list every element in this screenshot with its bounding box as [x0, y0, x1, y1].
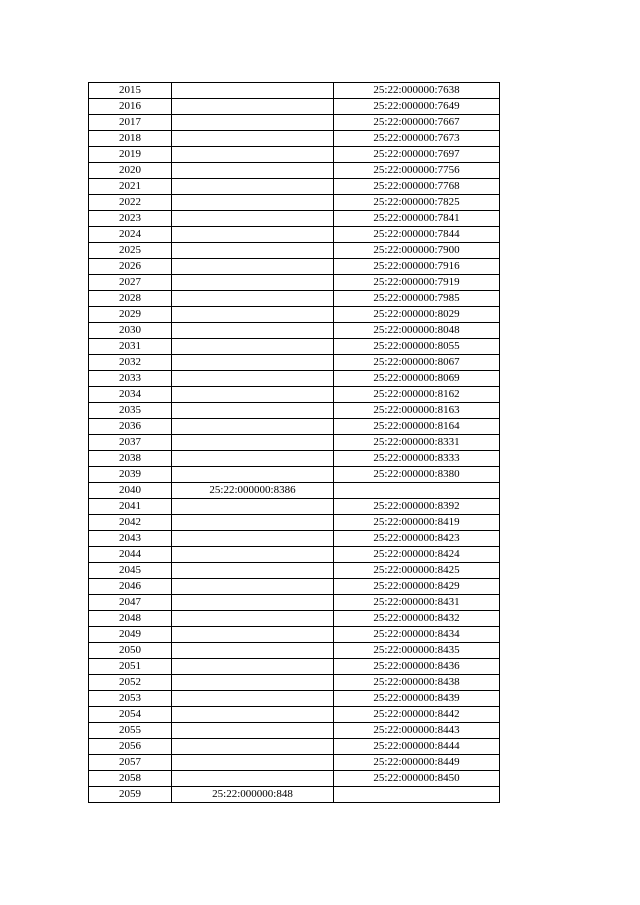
table-row [89, 627, 500, 643]
cadastral-number-cell-b: 25:22:000000:8434 [334, 627, 500, 643]
cadastral-number-cell-a [172, 627, 334, 643]
cadastral-number-cell-b [334, 483, 500, 499]
table-row [89, 499, 500, 515]
cadastral-number-cell-b: 25:22:000000:7697 [334, 147, 500, 163]
cadastral-number-cell-a [172, 547, 334, 563]
cadastral-number-cell-a [172, 131, 334, 147]
table-row [89, 227, 500, 243]
cadastral-number-cell-a [172, 515, 334, 531]
row-number-cell: 2045 [89, 563, 172, 579]
cadastral-number-cell-a [172, 563, 334, 579]
cadastral-number-cell-a: 25:22:000000:848 [172, 787, 334, 803]
table-row [89, 243, 500, 259]
cadastral-number-cell-b: 25:22:000000:7667 [334, 115, 500, 131]
row-number-cell: 2042 [89, 515, 172, 531]
row-number-cell: 2021 [89, 179, 172, 195]
row-number-cell: 2055 [89, 723, 172, 739]
cadastral-number-cell-b: 25:22:000000:8162 [334, 387, 500, 403]
row-number-cell: 2036 [89, 419, 172, 435]
cadastral-number-cell-b: 25:22:000000:7673 [334, 131, 500, 147]
cadastral-number-cell-b: 25:22:000000:8331 [334, 435, 500, 451]
table-row [89, 211, 500, 227]
row-number-cell: 2031 [89, 339, 172, 355]
row-number-cell: 2054 [89, 707, 172, 723]
table-row [89, 755, 500, 771]
row-number-cell: 2051 [89, 659, 172, 675]
row-number-cell: 2028 [89, 291, 172, 307]
cadastral-number-cell-a [172, 691, 334, 707]
table-row [89, 435, 500, 451]
table-row [89, 771, 500, 787]
row-number-cell: 2041 [89, 499, 172, 515]
row-number-cell: 2033 [89, 371, 172, 387]
cadastral-number-cell-a [172, 387, 334, 403]
row-number-cell: 2039 [89, 467, 172, 483]
row-number-cell: 2053 [89, 691, 172, 707]
row-number-cell: 2058 [89, 771, 172, 787]
cadastral-number-cell-a [172, 83, 334, 99]
table-row [89, 259, 500, 275]
cadastral-number-cell-a [172, 211, 334, 227]
table-row [89, 99, 500, 115]
cadastral-number-cell-b: 25:22:000000:8443 [334, 723, 500, 739]
row-number-cell: 2015 [89, 83, 172, 99]
row-number-cell: 2022 [89, 195, 172, 211]
cadastral-number-cell-a [172, 179, 334, 195]
cadastral-number-cell-b: 25:22:000000:7919 [334, 275, 500, 291]
table-row [89, 115, 500, 131]
cadastral-number-cell-b: 25:22:000000:8444 [334, 739, 500, 755]
cadastral-number-cell-b: 25:22:000000:7841 [334, 211, 500, 227]
cadastral-number-cell-a [172, 755, 334, 771]
cadastral-number-cell-a [172, 675, 334, 691]
cadastral-number-cell-a [172, 419, 334, 435]
table-row [89, 291, 500, 307]
row-number-cell: 2046 [89, 579, 172, 595]
cadastral-number-cell-b: 25:22:000000:8424 [334, 547, 500, 563]
cadastral-number-cell-a [172, 163, 334, 179]
table-row [89, 675, 500, 691]
row-number-cell: 2024 [89, 227, 172, 243]
cadastral-number-cell-a [172, 227, 334, 243]
cadastral-number-cell-b: 25:22:000000:7756 [334, 163, 500, 179]
cadastral-number-cell-a [172, 99, 334, 115]
table-row [89, 371, 500, 387]
cadastral-number-cell-a [172, 259, 334, 275]
table-row [89, 163, 500, 179]
table-row [89, 355, 500, 371]
table-row [89, 595, 500, 611]
row-number-cell: 2019 [89, 147, 172, 163]
table-row [89, 547, 500, 563]
table-row [89, 307, 500, 323]
cadastral-number-cell-b: 25:22:000000:8439 [334, 691, 500, 707]
cadastral-number-cell-b: 25:22:000000:7916 [334, 259, 500, 275]
table-row [89, 707, 500, 723]
table-row [89, 659, 500, 675]
table-row [89, 339, 500, 355]
table-row [89, 739, 500, 755]
cadastral-number-cell-a [172, 435, 334, 451]
cadastral-number-cell-b: 25:22:000000:8029 [334, 307, 500, 323]
cadastral-number-cell-a [172, 611, 334, 627]
table-row [89, 579, 500, 595]
cadastral-number-cell-a [172, 339, 334, 355]
cadastral-number-table [88, 82, 500, 803]
cadastral-number-cell-b: 25:22:000000:8436 [334, 659, 500, 675]
cadastral-number-cell-a [172, 739, 334, 755]
table-row [89, 323, 500, 339]
cadastral-number-cell-b: 25:22:000000:8423 [334, 531, 500, 547]
table-row [89, 403, 500, 419]
cadastral-number-cell-a [172, 307, 334, 323]
cadastral-number-cell-b: 25:22:000000:7844 [334, 227, 500, 243]
cadastral-number-cell-b: 25:22:000000:8431 [334, 595, 500, 611]
cadastral-number-cell-b: 25:22:000000:8438 [334, 675, 500, 691]
cadastral-number-cell-a [172, 499, 334, 515]
table-row [89, 83, 500, 99]
table-row [89, 451, 500, 467]
cadastral-number-cell-a [172, 371, 334, 387]
cadastral-number-cell-a [172, 595, 334, 611]
cadastral-number-cell-b: 25:22:000000:8333 [334, 451, 500, 467]
table-row [89, 787, 500, 803]
table-row [89, 467, 500, 483]
cadastral-number-cell-a [172, 195, 334, 211]
cadastral-number-cell-b [334, 787, 500, 803]
cadastral-number-cell-b: 25:22:000000:8442 [334, 707, 500, 723]
cadastral-number-cell-b: 25:22:000000:7638 [334, 83, 500, 99]
cadastral-number-cell-b: 25:22:000000:8450 [334, 771, 500, 787]
table-row [89, 611, 500, 627]
row-number-cell: 2044 [89, 547, 172, 563]
cadastral-number-cell-a [172, 115, 334, 131]
cadastral-number-cell-a [172, 451, 334, 467]
row-number-cell: 2059 [89, 787, 172, 803]
cadastral-number-cell-b: 25:22:000000:8429 [334, 579, 500, 595]
table-row [89, 275, 500, 291]
cadastral-number-cell-a: 25:22:000000:8386 [172, 483, 334, 499]
row-number-cell: 2016 [89, 99, 172, 115]
table-row [89, 179, 500, 195]
table-row [89, 563, 500, 579]
table-row [89, 691, 500, 707]
table-row [89, 531, 500, 547]
cadastral-number-cell-a [172, 531, 334, 547]
row-number-cell: 2047 [89, 595, 172, 611]
table-row [89, 643, 500, 659]
cadastral-number-cell-a [172, 355, 334, 371]
row-number-cell: 2048 [89, 611, 172, 627]
cadastral-number-cell-a [172, 707, 334, 723]
cadastral-number-cell-a [172, 643, 334, 659]
cadastral-number-cell-a [172, 771, 334, 787]
cadastral-number-cell-b: 25:22:000000:7825 [334, 195, 500, 211]
row-number-cell: 2029 [89, 307, 172, 323]
table-row [89, 515, 500, 531]
cadastral-number-cell-a [172, 323, 334, 339]
cadastral-number-cell-a [172, 291, 334, 307]
cadastral-number-cell-b: 25:22:000000:8380 [334, 467, 500, 483]
row-number-cell: 2038 [89, 451, 172, 467]
row-number-cell: 2023 [89, 211, 172, 227]
cadastral-number-cell-a [172, 403, 334, 419]
table-row [89, 147, 500, 163]
row-number-cell: 2034 [89, 387, 172, 403]
row-number-cell: 2049 [89, 627, 172, 643]
cadastral-number-cell-b: 25:22:000000:8425 [334, 563, 500, 579]
cadastral-number-cell-a [172, 147, 334, 163]
row-number-cell: 2025 [89, 243, 172, 259]
cadastral-number-cell-b: 25:22:000000:8163 [334, 403, 500, 419]
cadastral-number-cell-b: 25:22:000000:8435 [334, 643, 500, 659]
table-row [89, 483, 500, 499]
row-number-cell: 2027 [89, 275, 172, 291]
row-number-cell: 2037 [89, 435, 172, 451]
cadastral-number-cell-b: 25:22:000000:8432 [334, 611, 500, 627]
cadastral-number-cell-b: 25:22:000000:7985 [334, 291, 500, 307]
cadastral-number-cell-a [172, 243, 334, 259]
cadastral-number-cell-a [172, 579, 334, 595]
row-number-cell: 2026 [89, 259, 172, 275]
cadastral-number-cell-b: 25:22:000000:7900 [334, 243, 500, 259]
table-row [89, 419, 500, 435]
table-row [89, 131, 500, 147]
row-number-cell: 2035 [89, 403, 172, 419]
row-number-cell: 2040 [89, 483, 172, 499]
cadastral-number-cell-b: 25:22:000000:7768 [334, 179, 500, 195]
cadastral-number-cell-b: 25:22:000000:8449 [334, 755, 500, 771]
row-number-cell: 2057 [89, 755, 172, 771]
row-number-cell: 2050 [89, 643, 172, 659]
table-row [89, 723, 500, 739]
table-row [89, 387, 500, 403]
cadastral-number-cell-a [172, 467, 334, 483]
table-body [89, 83, 500, 803]
cadastral-number-cell-b: 25:22:000000:8055 [334, 339, 500, 355]
cadastral-number-cell-a [172, 275, 334, 291]
row-number-cell: 2043 [89, 531, 172, 547]
cadastral-number-cell-b: 25:22:000000:8164 [334, 419, 500, 435]
cadastral-number-cell-a [172, 723, 334, 739]
cadastral-number-cell-b: 25:22:000000:8392 [334, 499, 500, 515]
cadastral-number-cell-b: 25:22:000000:7649 [334, 99, 500, 115]
row-number-cell: 2020 [89, 163, 172, 179]
row-number-cell: 2030 [89, 323, 172, 339]
row-number-cell: 2056 [89, 739, 172, 755]
row-number-cell: 2052 [89, 675, 172, 691]
row-number-cell: 2018 [89, 131, 172, 147]
row-number-cell: 2032 [89, 355, 172, 371]
cadastral-number-cell-b: 25:22:000000:8419 [334, 515, 500, 531]
cadastral-number-cell-b: 25:22:000000:8048 [334, 323, 500, 339]
cadastral-number-cell-b: 25:22:000000:8069 [334, 371, 500, 387]
cadastral-number-cell-a [172, 659, 334, 675]
cadastral-number-cell-b: 25:22:000000:8067 [334, 355, 500, 371]
table-row [89, 195, 500, 211]
row-number-cell: 2017 [89, 115, 172, 131]
